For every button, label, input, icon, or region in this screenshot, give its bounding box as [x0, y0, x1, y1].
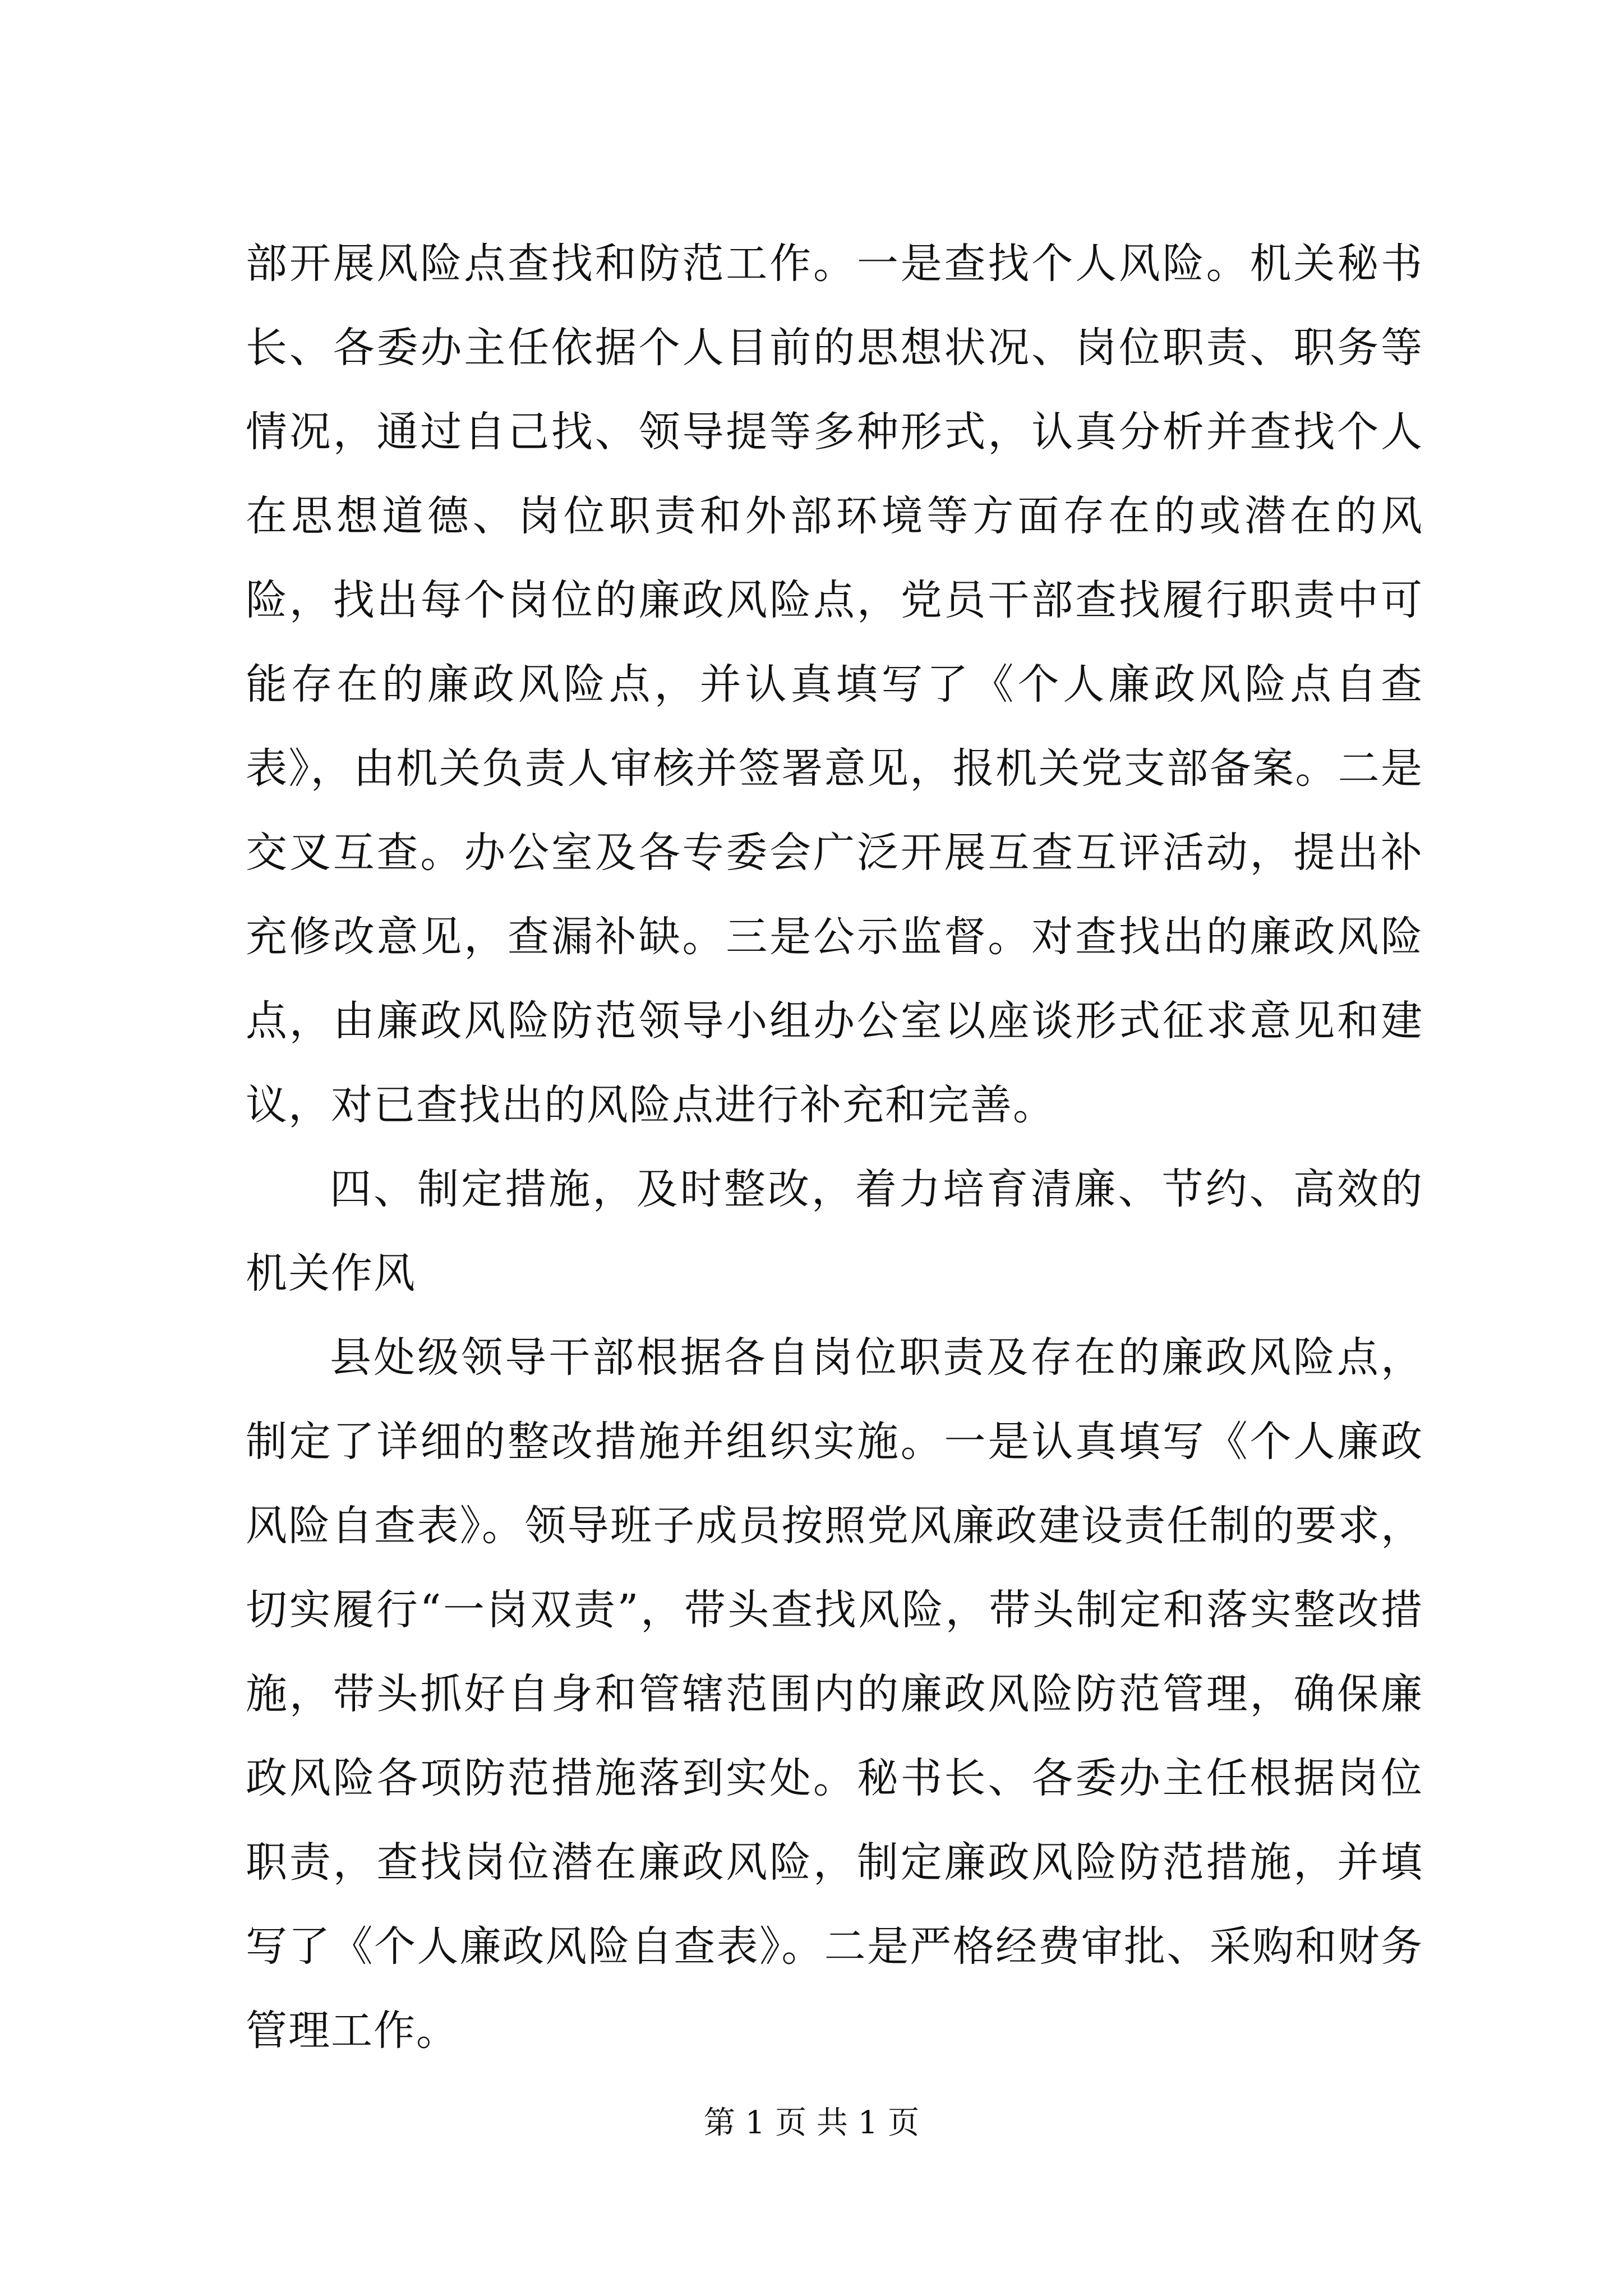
paragraph-measures: 县处级领导干部根据各自岗位职责及存在的廉政风险点，制定了详细的整改措施并组织实施。一是认真填写《个人廉政风险自查表》。领导班子成员按照党风廉政建设责任制的要求，切实履行“一岗双责”，带头查找风险，带头制定和落实整改措施，带头抓好自身和管辖范围内的廉政风险防范管理，确保廉政风险各项防范措施落到实处。秘书长、各委办主任根据岗位职责，查找岗位潜在廉政风险，制定廉政风险防范措施，并填写了《个人廉政风险自查表》。二是严格经费审批、采购和财务管理工作。	[246, 1333, 1423, 2055]
section-heading-four: 四、制定措施，及时整改，着力培育清廉、节约、高效的机关作风	[246, 1165, 1423, 1297]
paragraph-continuation: 部开展风险点查找和防范工作。一是查找个人风险。机关秘书长、各委办主任依据个人目前的思想状况、岗位职责、职务等情况，通过自己找、领导提等多种形式，认真分析并查找个人在思想道德、岗位职责和外部环境等方面存在的或潜在的风险，找出每个岗位的廉政风险点，党员干部查找履行职责中可能存在的廉政风险点，并认真填写了《个人廉政风险点自查表》，由机关负责人审核并签署意见，报机关党支部备案。二是交叉互查。办公室及各专委会广泛开展互查互评活动，提出补充修改意见，查漏补缺。三是公示监督。对查找出的廉政风险点，由廉政风险防范领导小组办公室以座谈形式征求意见和建议，对已查找出的风险点进行补充和完善。	[246, 240, 1423, 1129]
document-body	[246, 222, 1423, 2073]
page-footer: 第 1 页 共 1 页	[703, 2105, 920, 2141]
